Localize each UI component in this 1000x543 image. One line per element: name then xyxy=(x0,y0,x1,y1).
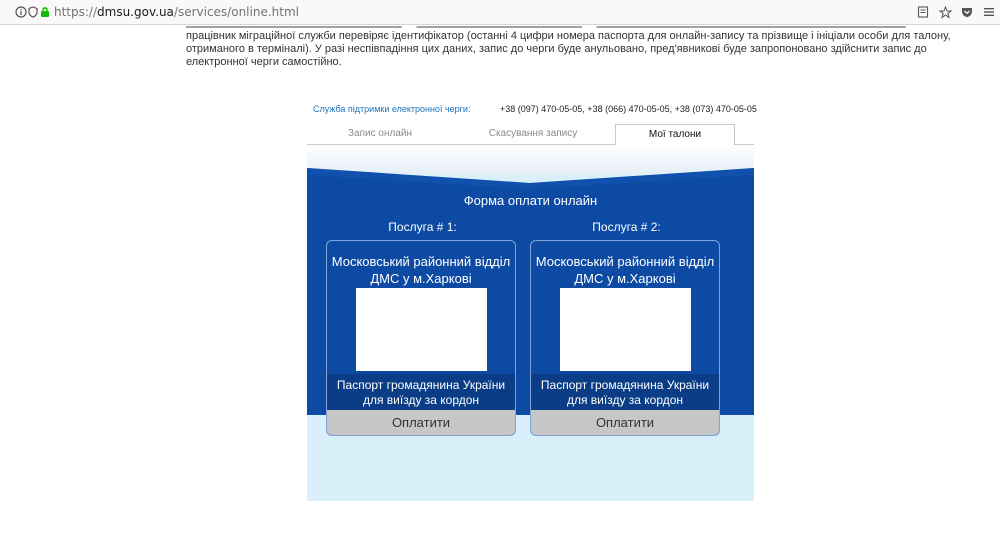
office-name-line: Московський районний відділ xyxy=(535,254,715,269)
pocket-icon[interactable] xyxy=(960,5,974,19)
tab-online-booking[interactable]: Запис онлайн xyxy=(348,128,412,139)
office-name xyxy=(531,253,719,287)
office-name-line: ДМС у м.Харкові xyxy=(574,271,676,286)
queue-tabs xyxy=(307,124,754,145)
instructions-line: отриманого в терміналі). У разі неспівпадіння цих даних, запис до черги буде анульовано, пред'явникові буде запропоновано здійснити запис до xyxy=(186,43,927,55)
office-image-placeholder xyxy=(356,288,487,371)
support-label[interactable]: Служба підтримки електронної черги: xyxy=(313,104,471,114)
clipped-text-line xyxy=(186,25,906,29)
service-name xyxy=(531,374,719,412)
service-name xyxy=(327,374,515,412)
instructions-line: працівник міграційної служби перевіряє ідентифікатор (останні 4 цифри номера паспорта для онлайн-запису та прізвище і ініціали особи для талону, xyxy=(186,30,951,42)
tab-cancel-booking[interactable]: Скасування запису xyxy=(488,128,578,139)
tab-my-tickets[interactable]: Мої талони xyxy=(615,124,735,146)
office-name xyxy=(327,253,515,287)
pay-button[interactable]: Оплатити xyxy=(531,410,719,435)
instructions-text xyxy=(186,30,951,69)
bookmark-star-icon[interactable] xyxy=(938,5,952,19)
service-name-line: для виїзду за кордон xyxy=(566,393,684,407)
service-card-2 xyxy=(530,240,720,436)
lock-icon[interactable] xyxy=(38,5,52,19)
office-image-placeholder xyxy=(560,288,691,371)
address-bar[interactable]: https://dmsu.gov.ua/services/online.html xyxy=(54,5,299,19)
payment-form-title: Форма оплати онлайн xyxy=(463,193,598,208)
menu-icon[interactable] xyxy=(982,5,996,19)
instructions-line: електронної черги самостійно. xyxy=(186,56,342,68)
service-name-line: Паспорт громадянина України xyxy=(336,378,506,392)
pay-button[interactable]: Оплатити xyxy=(327,410,515,435)
support-phones: +38 (097) 470-05-05, +38 (066) 470-05-05, +38 (073) 470-05-05 xyxy=(500,104,757,114)
service-2-label: Послуга # 2: xyxy=(592,220,661,234)
office-name-line: ДМС у м.Харкові xyxy=(370,271,472,286)
reader-view-icon[interactable] xyxy=(916,5,930,19)
service-1-label: Послуга # 1: xyxy=(388,220,457,234)
service-card-1 xyxy=(326,240,516,436)
payment-panel xyxy=(307,145,754,501)
browser-toolbar xyxy=(0,0,1000,25)
service-name-line: для виїзду за кордон xyxy=(362,393,480,407)
office-name-line: Московський районний відділ xyxy=(331,254,511,269)
service-name-line: Паспорт громадянина України xyxy=(540,378,710,392)
